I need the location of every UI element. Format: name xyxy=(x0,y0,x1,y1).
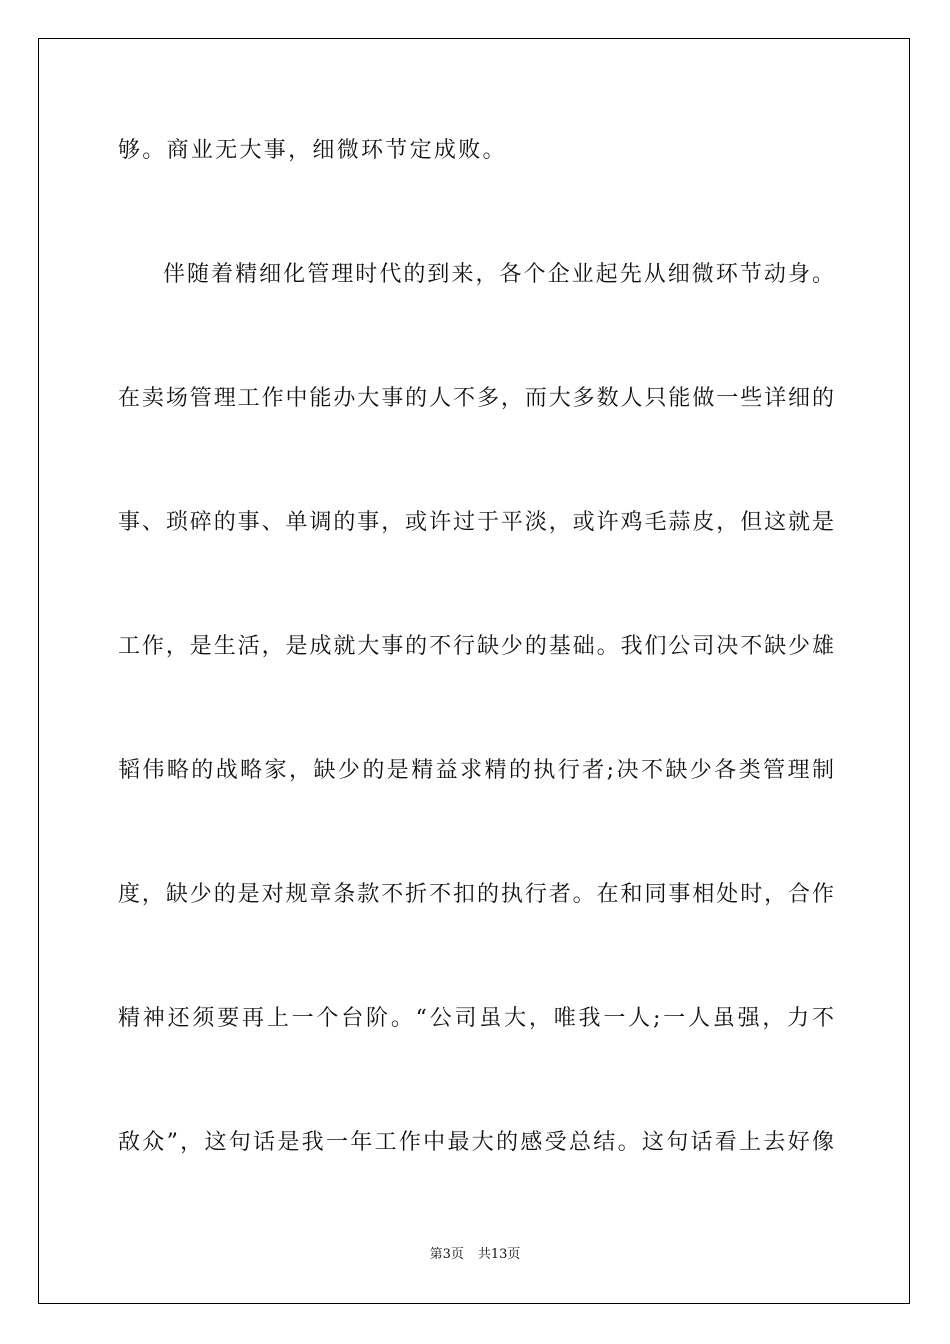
text-line-9: 敌众”，这句话是我一年工作中最大的感受总结。这句话看上去好像 xyxy=(118,1130,834,1155)
page-border xyxy=(38,38,910,1304)
text-line-6: 韬伟略的战略家，缺少的是精益求精的执行者;决不缺少各类管理制 xyxy=(118,758,834,783)
text-line-3: 在卖场管理工作中能办大事的人不多，而大多数人只能做一些详细的 xyxy=(118,386,834,411)
text-line-8: 精神还须要再上一个台阶。“公司虽大，唯我一人;一人虽强，力不 xyxy=(118,1006,834,1031)
page-number: 第3页 xyxy=(429,1247,464,1262)
text-line-4: 事、琐碎的事、单调的事，或许过于平淡，或许鸡毛蒜皮，但这就是 xyxy=(118,510,834,535)
text-line-2: 伴随着精细化管理时代的到来，各个企业起先从细微环节动身。 xyxy=(163,262,834,287)
page-total: 共13页 xyxy=(477,1247,521,1262)
text-line-5: 工作，是生活，是成就大事的不行缺少的基础。我们公司决不缺少雄 xyxy=(118,634,834,659)
page-footer xyxy=(0,1246,950,1264)
text-line-1: 够。商业无大事，细微环节定成败。 xyxy=(118,138,507,163)
text-line-7: 度，缺少的是对规章条款不折不扣的执行者。在和同事相处时，合作 xyxy=(118,882,834,907)
